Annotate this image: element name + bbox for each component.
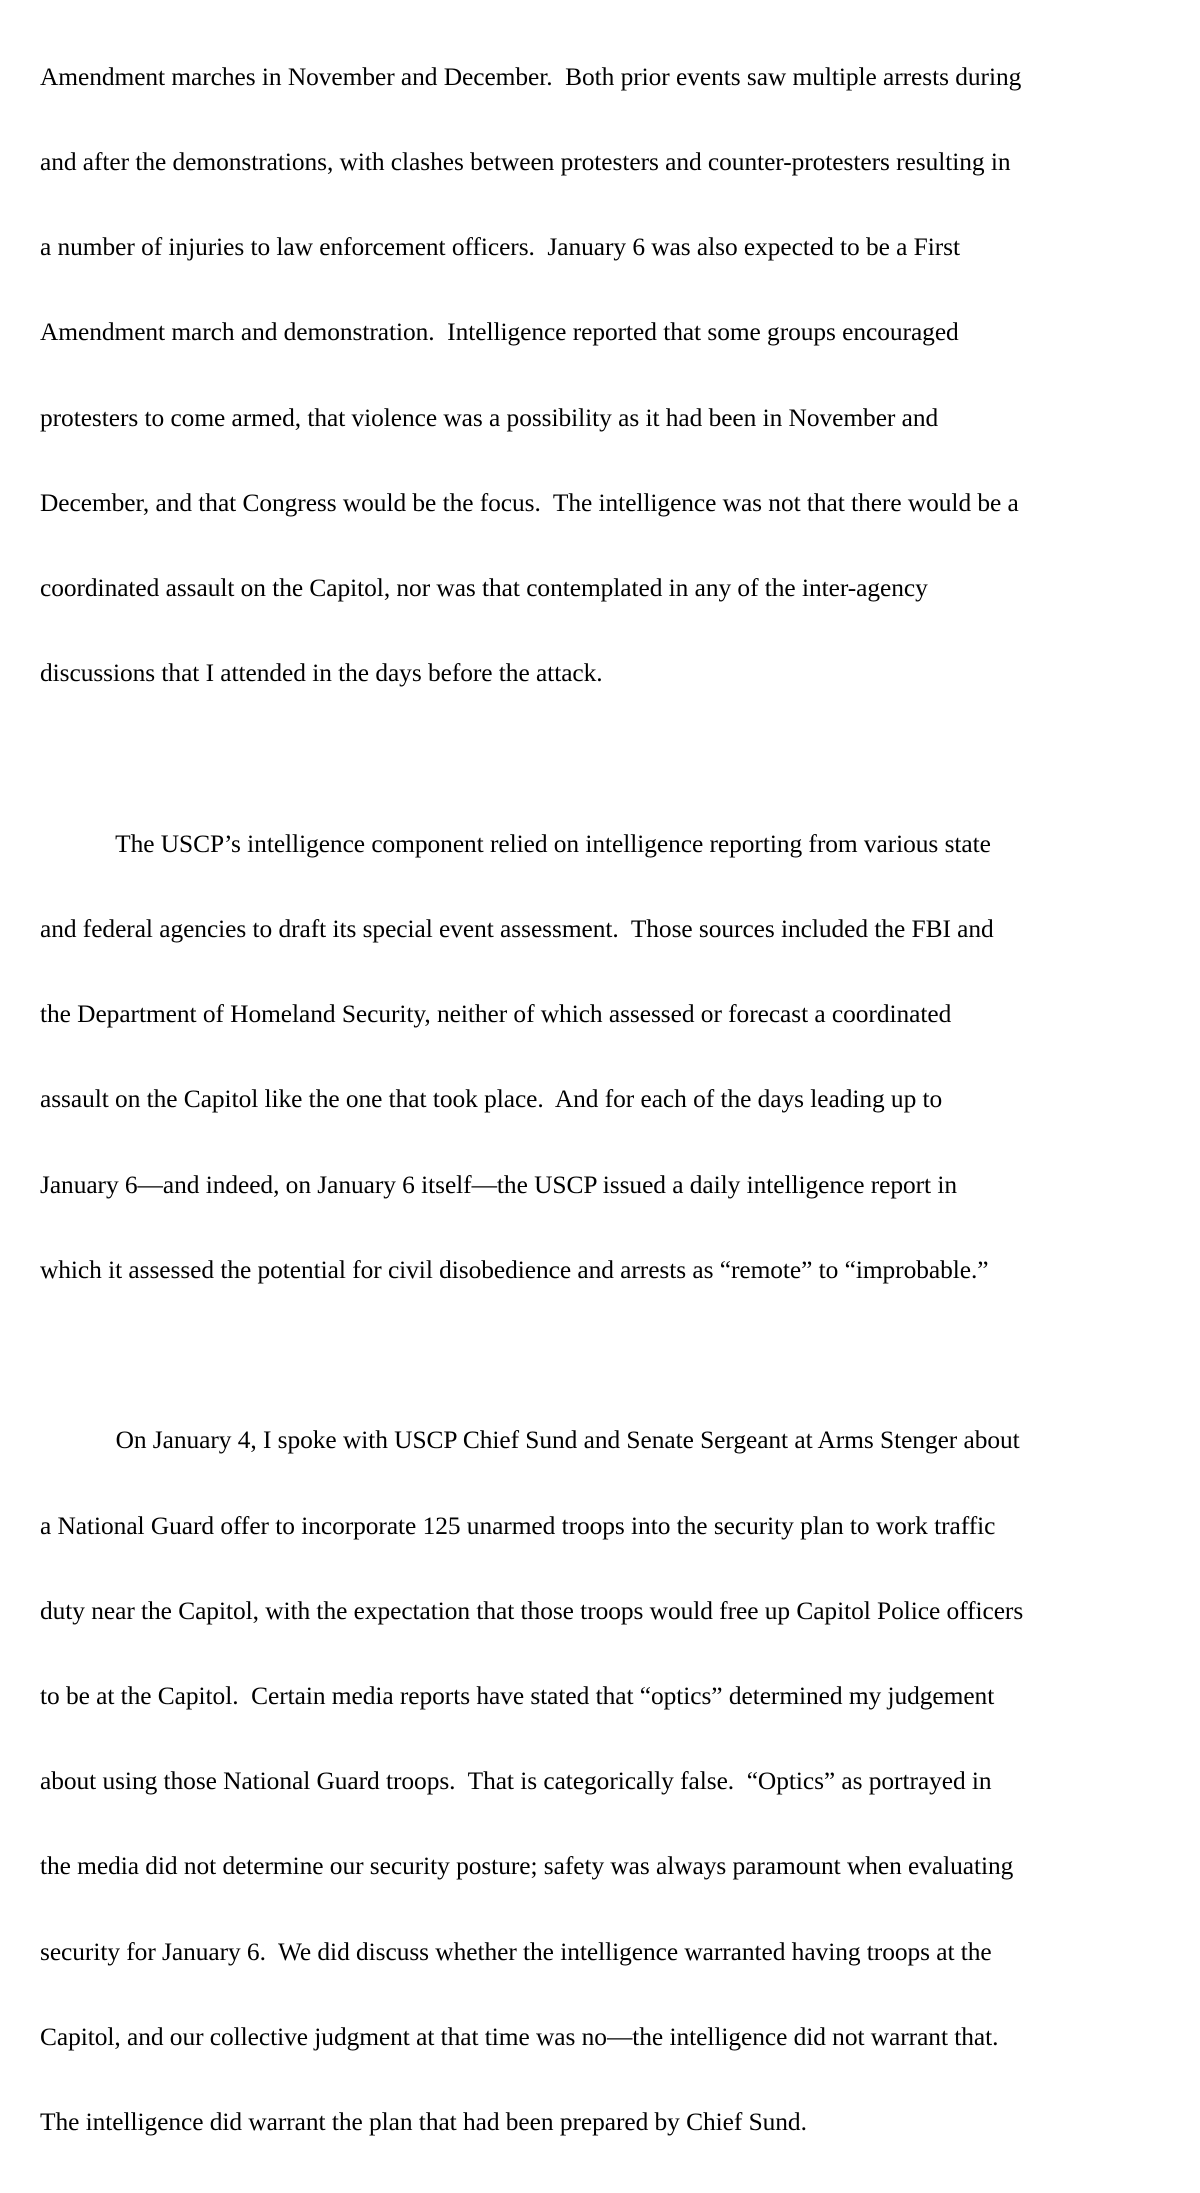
text-line: Amendment marches in November and December. Both prior events saw multiple arrests during [40, 62, 1022, 91]
text-line: and federal agencies to draft its special event assessment. Those sources included the FBI and [40, 914, 994, 943]
paragraph-3 [40, 1369, 1190, 2193]
text-line: discussions that I attended in the days before the attack. [40, 659, 603, 688]
text-line: The intelligence did warrant the plan that had been prepared by Chief Sund. [40, 2108, 807, 2137]
paragraph-2 [40, 773, 1190, 1341]
text-line: The USCP’s intelligence component relied on intelligence reporting from various state [40, 829, 991, 858]
text-line: the Department of Homeland Security, neither of which assessed or forecast a coordinated [40, 1000, 952, 1029]
text-line: assault on the Capitol like the one that took place. And for each of the days leading up to [40, 1085, 943, 1114]
text-line: December, and that Congress would be the focus. The intelligence was not that there would be a [40, 488, 1019, 517]
text-line: protesters to come armed, that violence was a possibility as it had been in November and [40, 403, 939, 432]
text-line: Capitol, and our collective judgment at that time was no—the intelligence did not warrant that. [40, 2022, 999, 2051]
text-line: security for January 6. We did discuss whether the intelligence warranted having troops at the [40, 1937, 992, 1966]
text-line: about using those National Guard troops. That is categorically false. “Optics” as portrayed in [40, 1767, 992, 1796]
document-page [40, 6, 1190, 2193]
text-line: a National Guard offer to incorporate 125 unarmed troops into the security plan to work traffic [40, 1511, 996, 1540]
text-line: duty near the Capitol, with the expectation that those troops would free up Capitol Police officers [40, 1596, 1024, 1625]
text-line: January 6—and indeed, on January 6 itself—the USCP issued a daily intelligence report in [40, 1170, 957, 1199]
text-line: Amendment march and demonstration. Intelligence reported that some groups encouraged [40, 318, 959, 347]
paragraph-1 [40, 6, 1190, 745]
text-line: a number of injuries to law enforcement officers. January 6 was also expected to be a First [40, 233, 960, 262]
text-line: to be at the Capitol. Certain media reports have stated that “optics” determined my judgement [40, 1681, 995, 1710]
text-line: the media did not determine our security posture; safety was always paramount when evaluating [40, 1852, 1014, 1881]
text-line: which it assessed the potential for civil disobedience and arrests as “remote” to “improbable.” [40, 1255, 989, 1284]
text-line: coordinated assault on the Capitol, nor was that contemplated in any of the inter-agency [40, 574, 928, 603]
text-line: and after the demonstrations, with clashes between protesters and counter-protesters resulting in [40, 148, 1011, 177]
text-line: On January 4, I spoke with USCP Chief Sund and Senate Sergeant at Arms Stenger about [40, 1426, 1020, 1455]
